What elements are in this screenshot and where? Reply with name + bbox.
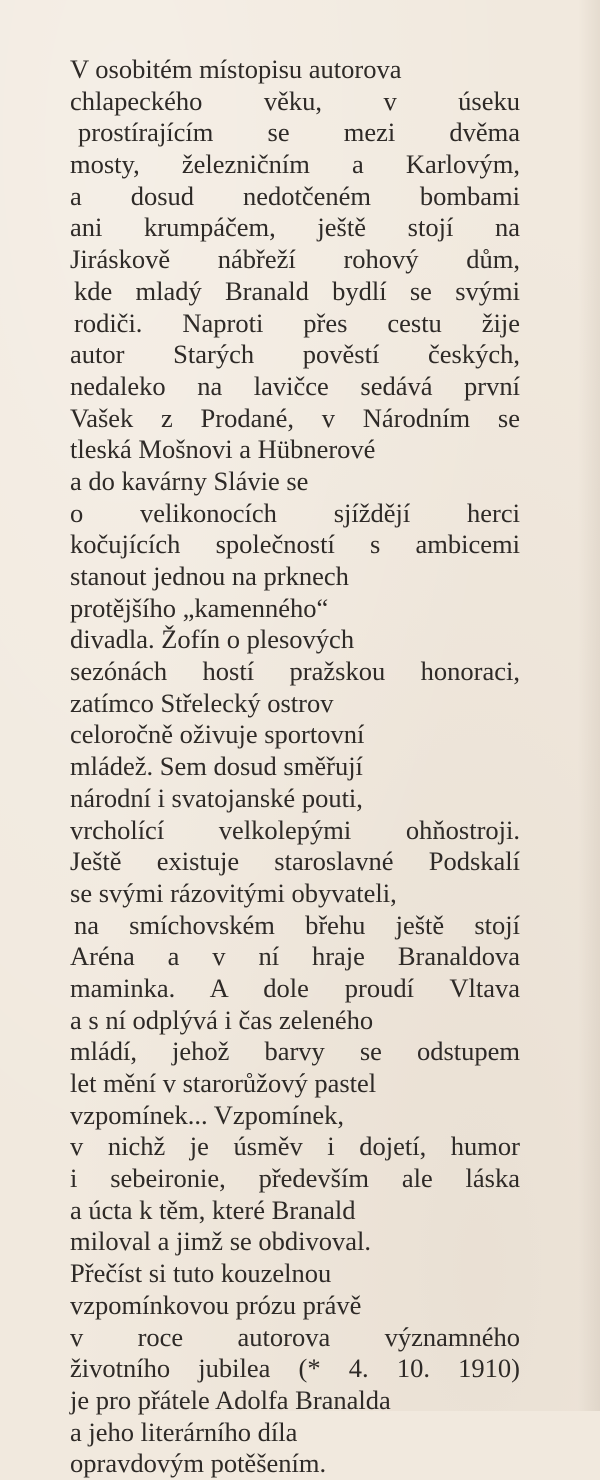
text-line: kočujících společností s ambicemi — [70, 529, 520, 560]
page-fold-shadow — [578, 0, 600, 1411]
text-line: a úcta k těm, které Branald — [70, 1194, 356, 1225]
text-line: mládí, jehož barvy se odstupem — [70, 1036, 520, 1067]
text-line: a jeho literárního díla — [70, 1416, 298, 1447]
text-line: Aréna a v ní hraje Branaldova — [70, 941, 520, 972]
text-line: a do kavárny Slávie se — [70, 465, 309, 496]
text-line: V osobitém místopisu autorova — [70, 54, 402, 84]
text-line: maminka. A dole proudí Vltava — [70, 972, 520, 1003]
text-line: mládež. Sem dosud směřují — [70, 751, 363, 782]
text-line: nedaleko na lavičce sedává první — [70, 370, 520, 401]
text-line: zatímco Střelecký ostrov — [70, 687, 334, 718]
text-line: mosty, železničním a Karlovým, — [70, 149, 520, 180]
text-line: vzpomínkovou prózu právě — [70, 1289, 362, 1320]
text-line: životního jubilea (* 4. 10. 1910) — [70, 1353, 520, 1384]
text-line: i sebeironie, především ale láska — [70, 1163, 520, 1194]
text-line: na smíchovském břehu ještě stojí — [74, 909, 520, 940]
text-line: opravdovým potěšením. — [70, 1448, 327, 1479]
text-line: prostírajícím se mezi dvěma — [78, 117, 520, 148]
text-line: tleská Mošnovi a Hübnerové — [70, 434, 376, 465]
text-line: a dosud nedotčeném bombami — [70, 180, 520, 211]
text-line: let mění v starorůžový pastel — [70, 1068, 377, 1098]
text-line: divadla. Žofín o plesových — [70, 624, 355, 655]
text-line: protějšího „kamenného“ — [70, 592, 329, 623]
blurb-text — [70, 54, 520, 1480]
text-line: vzpomínek... Vzpomínek, — [70, 1099, 345, 1130]
text-line: se svými rázovitými obyvateli, — [70, 877, 397, 908]
text-line: vrcholící velkolepými ohňostroji. — [70, 814, 520, 845]
text-line: stanout jednou na prknech — [70, 561, 349, 591]
text-line: celoročně oživuje sportovní — [70, 719, 365, 750]
text-line: Jiráskově nábřeží rohový dům, — [70, 244, 520, 275]
text-line: v roce autorova významného — [70, 1321, 520, 1352]
text-line: autor Starých pověstí českých, — [70, 339, 520, 370]
text-line: Vašek z Prodané, v Národním se — [70, 402, 520, 433]
text-line: miloval a jimž se obdivoval. — [70, 1226, 372, 1257]
text-line: Přečíst si tuto kouzelnou — [70, 1258, 332, 1289]
text-line: sezónách hostí pražskou honoraci, — [70, 656, 520, 687]
text-line: ani krumpáčem, ještě stojí na — [70, 212, 520, 243]
text-line: v nichž je úsměv i dojetí, humor — [70, 1131, 520, 1162]
text-line: o velikonocích sjíždějí herci — [70, 497, 520, 528]
text-line: kde mladý Branald bydlí se svými — [74, 275, 520, 306]
text-line: rodiči. Naproti přes cestu žije — [74, 307, 520, 338]
text-line: a s ní odplývá i čas zeleného — [70, 1004, 374, 1035]
text-line: národní i svatojanské pouti, — [70, 782, 363, 813]
text-line: Ještě existuje staroslavné Podskalí — [70, 846, 520, 877]
text-line: chlapeckého věku, v úseku — [70, 85, 520, 116]
text-line: je pro přátele Adolfa Branalda — [70, 1384, 391, 1415]
